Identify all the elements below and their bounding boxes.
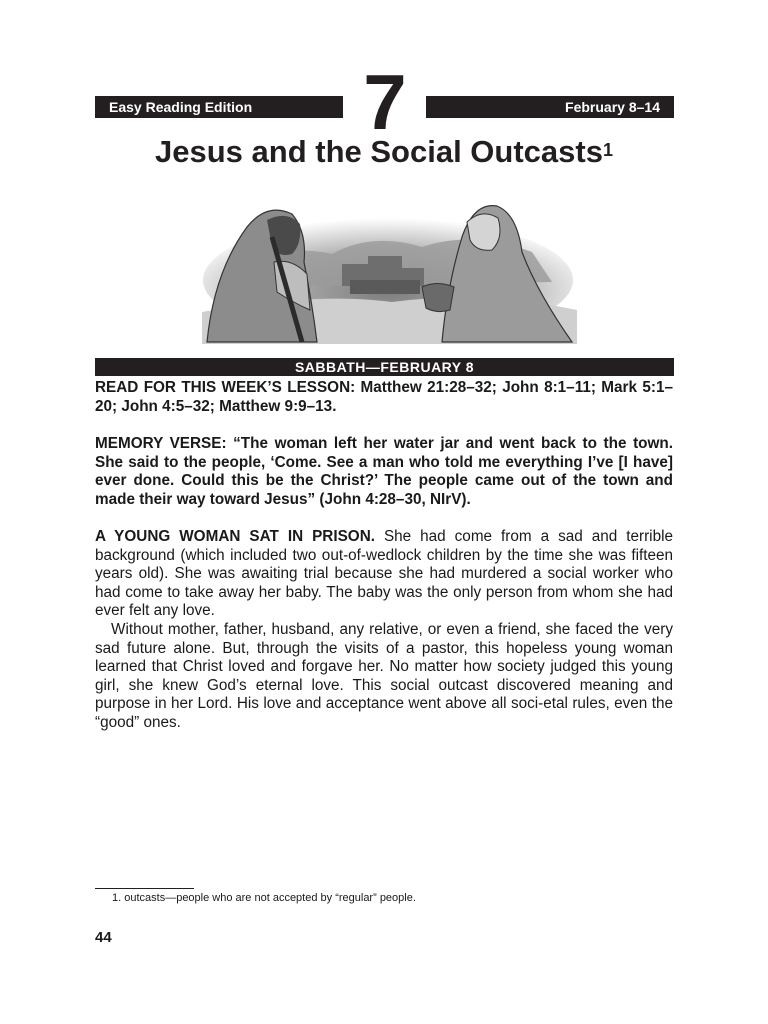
body-paragraph-1 bbox=[95, 528, 673, 621]
footnote: 1. outcasts—people who are not accepted by “regular” people. bbox=[112, 892, 416, 904]
page-title-text: Jesus and the Social Outcasts bbox=[155, 134, 603, 169]
page-title bbox=[0, 132, 768, 172]
paragraph-1-text: She had come from a sad and terrible background (which included two out-of-wedlock children by the time she was fifteen years old). She was awaiting trial because she had murdered a social worker who had come to take away her baby. The baby was the only person from whom she had ever felt any love. bbox=[95, 528, 673, 620]
footnote-divider bbox=[95, 888, 194, 889]
date-range: February 8–14 bbox=[565, 99, 660, 115]
reading-assignment: READ FOR THIS WEEK’S LESSON: Matthew 21:28–32; John 8:1–11; Mark 5:1–20; John 4:5–32; Matthew 9:9–13. bbox=[95, 379, 673, 415]
edition-banner bbox=[95, 96, 343, 118]
title-footnote-marker: 1 bbox=[602, 140, 613, 160]
lesson-number: 7 bbox=[363, 58, 407, 146]
body-paragraph-2: Without mother, father, husband, any relative, or even a friend, she faced the very sad future alone. But, through the visits of a pastor, this hopeless young woman learned that Christ loved and forgave her. No matter how society judged this young girl, she knew God’s eternal love. This social outcast discovered meaning and purpose in her Lord. His love and acceptance went above all soci-etal rules, even the “good” ones. bbox=[95, 621, 673, 731]
jesus-figure bbox=[207, 210, 317, 342]
edition-label: Easy Reading Edition bbox=[109, 99, 253, 115]
day-heading: SABBATH—FEBRUARY 8 bbox=[95, 358, 674, 376]
illustration-jesus-and-woman-at-well bbox=[192, 192, 584, 344]
paragraph-lead-in: A YOUNG WOMAN SAT IN PRISON. bbox=[95, 528, 375, 545]
memory-verse: MEMORY VERSE: “The woman left her water jar and went back to the town. She said to the people, ‘Come. See a man who told me everything I’ve [I have] ever done. Could this be the Christ?’ The people came out of the town and made their way toward Jesus” (John 4:28–30, NIrV). bbox=[95, 435, 673, 508]
date-banner bbox=[426, 96, 674, 118]
page-number: 44 bbox=[95, 929, 112, 946]
